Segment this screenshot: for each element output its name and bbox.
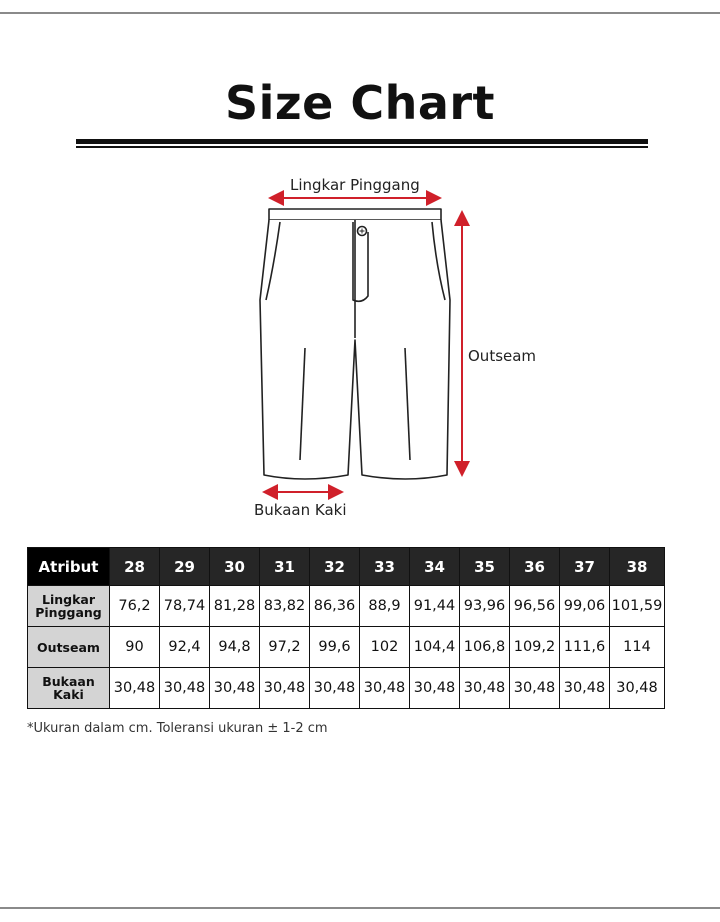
size-header: 29 — [160, 548, 210, 586]
table-cell: 30,48 — [510, 668, 560, 709]
table-cell: 30,48 — [310, 668, 360, 709]
table-cell: 30,48 — [360, 668, 410, 709]
size-header: 32 — [310, 548, 360, 586]
row-label-waist — [28, 586, 110, 627]
top-border-line — [0, 12, 720, 14]
size-header: 38 — [610, 548, 665, 586]
table-cell: 93,96 — [460, 586, 510, 627]
shorts-diagram — [240, 170, 560, 530]
table-cell: 76,2 — [110, 586, 160, 627]
table-cell: 30,48 — [460, 668, 510, 709]
outseam-label: Outseam — [468, 347, 537, 365]
table-cell: 91,44 — [410, 586, 460, 627]
table-cell: 88,9 — [360, 586, 410, 627]
table-cell: 86,36 — [310, 586, 360, 627]
table-cell: 83,82 — [260, 586, 310, 627]
table-cell: 109,2 — [510, 627, 560, 668]
table-cell: 92,4 — [160, 627, 210, 668]
row-label-line: Pinggang — [35, 605, 102, 620]
size-header: 33 — [360, 548, 410, 586]
table-cell: 30,48 — [410, 668, 460, 709]
size-header: 34 — [410, 548, 460, 586]
table-cell: 78,74 — [160, 586, 210, 627]
size-header: 31 — [260, 548, 310, 586]
shorts-illustration — [260, 209, 450, 479]
table-cell: 81,28 — [210, 586, 260, 627]
table-cell: 90 — [110, 627, 160, 668]
row-label-line: Kaki — [53, 687, 84, 702]
size-header: 28 — [110, 548, 160, 586]
table-cell: 96,56 — [510, 586, 560, 627]
bottom-border-line — [0, 907, 720, 909]
table-cell: 30,48 — [560, 668, 610, 709]
table-cell: 30,48 — [210, 668, 260, 709]
table-cell: 102 — [360, 627, 410, 668]
table-cell: 97,2 — [260, 627, 310, 668]
row-label-line: Outseam — [37, 639, 100, 655]
table-cell: 30,48 — [110, 668, 160, 709]
title-underline-thin — [76, 146, 648, 148]
footnote: *Ukuran dalam cm. Toleransi ukuran ± 1-2 cm — [27, 721, 328, 736]
table-header-row — [28, 548, 665, 586]
table-row-leg-opening — [28, 668, 665, 709]
table-cell: 114 — [610, 627, 665, 668]
table-cell: 101,59 — [610, 586, 665, 627]
table-row-outseam — [28, 627, 665, 668]
table-cell: 30,48 — [160, 668, 210, 709]
size-header: 36 — [510, 548, 560, 586]
size-header: 37 — [560, 548, 610, 586]
size-header: 30 — [210, 548, 260, 586]
table-cell: 104,4 — [410, 627, 460, 668]
leg-opening-label: Bukaan Kaki — [254, 501, 347, 519]
table-cell: 99,06 — [560, 586, 610, 627]
row-label-line: Lingkar — [41, 592, 95, 607]
table-cell: 106,8 — [460, 627, 510, 668]
waist-label: Lingkar Pinggang — [290, 176, 420, 194]
table-cell: 30,48 — [610, 668, 665, 709]
size-header: 35 — [460, 548, 510, 586]
size-table — [27, 547, 665, 709]
row-label-leg-opening — [28, 668, 110, 709]
table-cell: 94,8 — [210, 627, 260, 668]
row-label-outseam — [28, 627, 110, 668]
table-row-waist — [28, 586, 665, 627]
row-label-line: Bukaan — [42, 674, 95, 689]
title-underline-thick — [76, 139, 648, 144]
attribute-header: Atribut — [28, 548, 110, 586]
table-cell: 111,6 — [560, 627, 610, 668]
table-cell: 30,48 — [260, 668, 310, 709]
table-cell: 99,6 — [310, 627, 360, 668]
page-title: Size Chart — [224, 76, 496, 130]
